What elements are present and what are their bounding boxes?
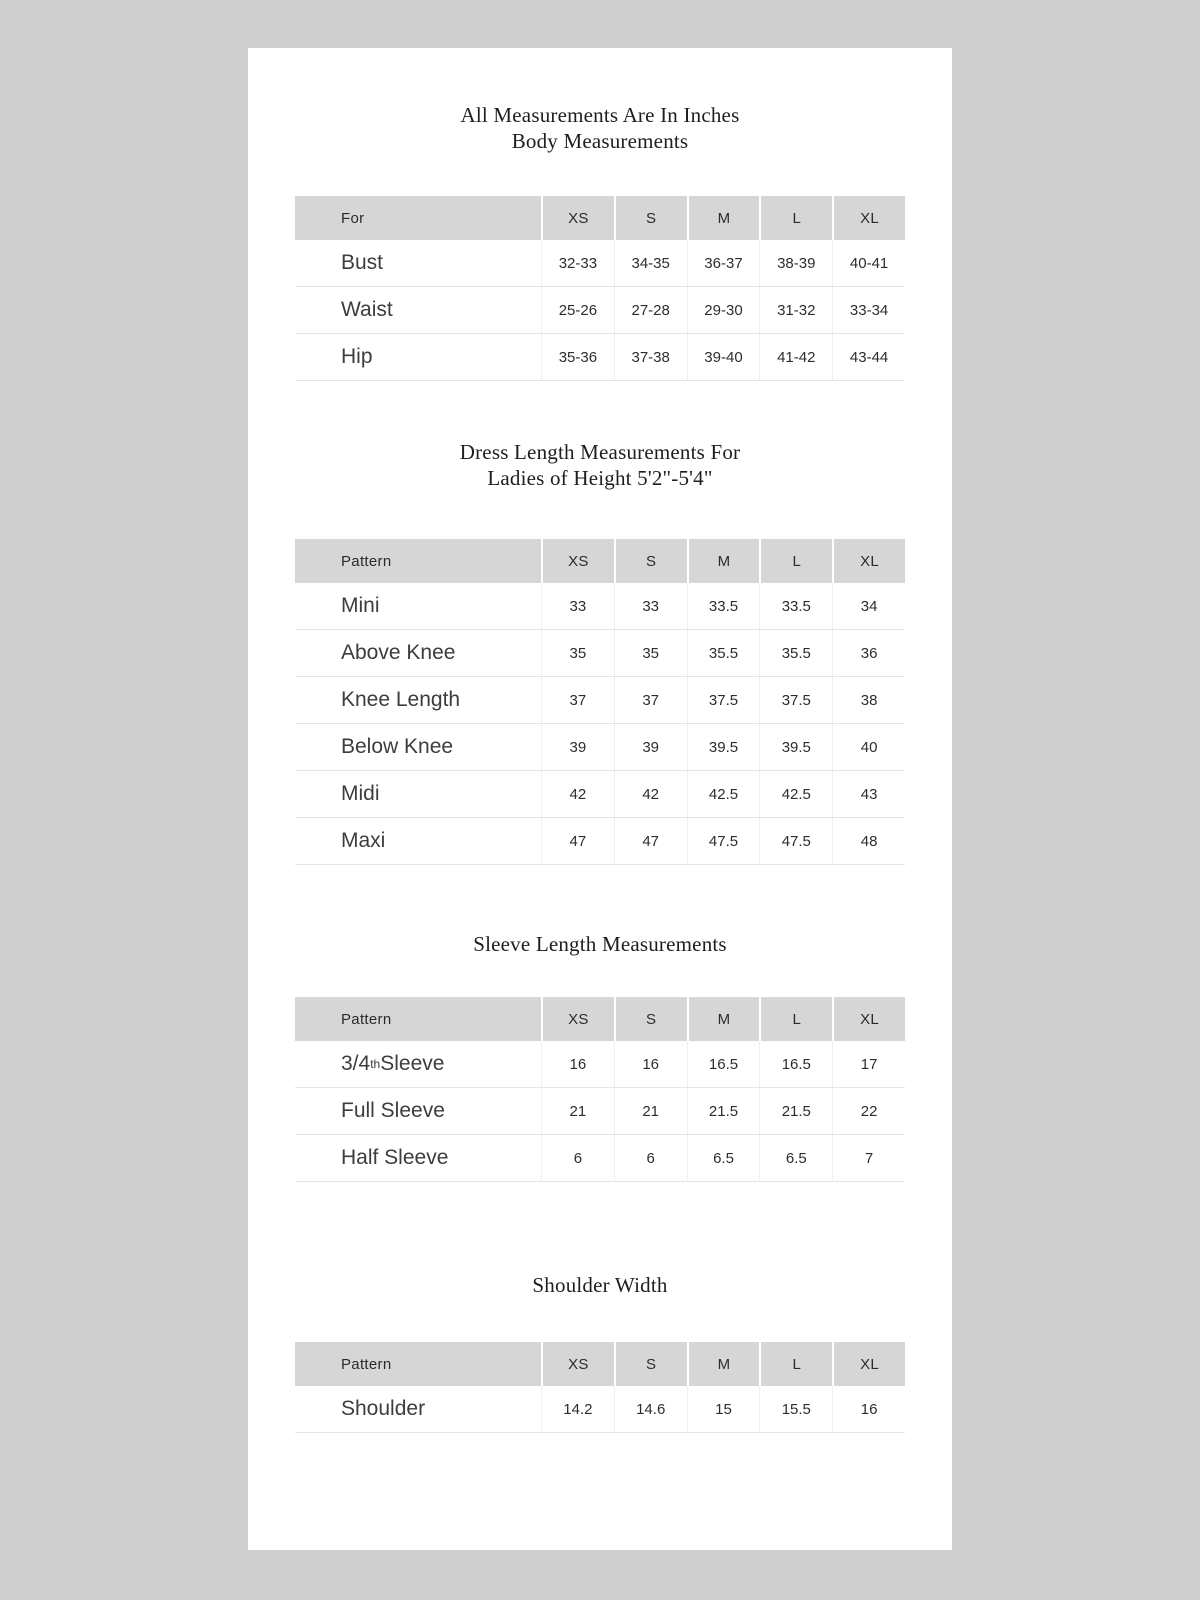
row-label: Hip <box>341 345 373 368</box>
table-row-half-sleeve <box>295 1135 905 1182</box>
value-cell: 33.5 <box>687 583 760 629</box>
section-heading-sleeve-length <box>295 931 905 957</box>
value-cell: 47 <box>541 818 614 864</box>
table-row-shoulder <box>295 1386 905 1433</box>
label-fragment: 3/4 <box>341 1052 371 1075</box>
row-label: Waist <box>341 298 393 321</box>
value-cell: 17 <box>832 1041 905 1087</box>
value-cell: 37 <box>614 677 687 723</box>
value-cell: 42.5 <box>687 771 760 817</box>
value-cell: 43 <box>832 771 905 817</box>
column-header-xl: XL <box>832 539 905 583</box>
value-cell: 14.2 <box>541 1386 614 1432</box>
value-cell: 39-40 <box>687 334 760 380</box>
value-cell: 22 <box>832 1088 905 1134</box>
value-cell: 35 <box>541 630 614 676</box>
value-cell: 39 <box>614 724 687 770</box>
value-cell: 42 <box>541 771 614 817</box>
value-cell: 32-33 <box>541 240 614 286</box>
value-cell: 47.5 <box>687 818 760 864</box>
row-label: Knee Length <box>341 688 461 711</box>
heading-line: Body Measurements <box>511 129 689 153</box>
shoulder-width-table <box>295 1342 905 1433</box>
value-cell: 38 <box>832 677 905 723</box>
value-cell: 38-39 <box>759 240 832 286</box>
table-header-row <box>295 997 905 1041</box>
table-row-above-knee <box>295 630 905 677</box>
value-cell: 16 <box>614 1041 687 1087</box>
value-cell: 16 <box>541 1041 614 1087</box>
value-cell: 16.5 <box>687 1041 760 1087</box>
column-header-s: S <box>614 1342 687 1386</box>
column-header-xl: XL <box>832 196 905 240</box>
value-cell: 40 <box>832 724 905 770</box>
value-cell: 40-41 <box>832 240 905 286</box>
heading-line: Ladies of Height 5'2"-5'4" <box>487 466 713 490</box>
value-cell: 41-42 <box>759 334 832 380</box>
value-cell: 21 <box>541 1088 614 1134</box>
table-row-knee-length <box>295 677 905 724</box>
value-cell: 7 <box>832 1135 905 1181</box>
row-label: Midi <box>341 782 380 805</box>
value-cell: 34-35 <box>614 240 687 286</box>
column-header-m: M <box>687 196 760 240</box>
column-header-s: S <box>614 539 687 583</box>
sleeve-length-table <box>295 997 905 1182</box>
heading-line: Dress Length Measurements For <box>459 440 741 464</box>
table-row-below-knee <box>295 724 905 771</box>
column-header-for: For <box>295 196 541 240</box>
value-cell: 21.5 <box>759 1088 832 1134</box>
row-label <box>295 1041 541 1087</box>
column-header-xs: XS <box>541 1342 614 1386</box>
section-heading-shoulder-width <box>295 1272 905 1298</box>
column-header-m: M <box>687 539 760 583</box>
value-cell: 27-28 <box>614 287 687 333</box>
column-header-m: M <box>687 997 760 1041</box>
table-row-hip <box>295 334 905 381</box>
value-cell: 39.5 <box>687 724 760 770</box>
table-row-three-quarter-sleeve <box>295 1041 905 1088</box>
heading-line: All Measurements Are In Inches <box>460 103 740 127</box>
value-cell: 34 <box>832 583 905 629</box>
table-row-mini <box>295 583 905 630</box>
table-header-row <box>295 196 905 240</box>
value-cell: 42 <box>614 771 687 817</box>
column-header-l: L <box>759 1342 832 1386</box>
value-cell: 37.5 <box>759 677 832 723</box>
value-cell: 6.5 <box>759 1135 832 1181</box>
value-cell: 35-36 <box>541 334 614 380</box>
section-heading-body-measurements <box>295 102 905 154</box>
table-row-bust <box>295 240 905 287</box>
value-cell: 35 <box>614 630 687 676</box>
dress-length-table <box>295 539 905 865</box>
label-ordinal-suffix: th <box>370 1057 381 1071</box>
value-cell: 37-38 <box>614 334 687 380</box>
value-cell: 16.5 <box>759 1041 832 1087</box>
row-label: Shoulder <box>341 1397 426 1420</box>
body-measurements-table <box>295 196 905 381</box>
value-cell: 43-44 <box>832 334 905 380</box>
value-cell: 39 <box>541 724 614 770</box>
value-cell: 6.5 <box>687 1135 760 1181</box>
column-header-l: L <box>759 196 832 240</box>
value-cell: 14.6 <box>614 1386 687 1432</box>
value-cell: 25-26 <box>541 287 614 333</box>
column-header-xl: XL <box>832 1342 905 1386</box>
column-header-pattern: Pattern <box>295 997 541 1041</box>
row-label: Full Sleeve <box>341 1099 445 1122</box>
value-cell: 15.5 <box>759 1386 832 1432</box>
table-row-waist <box>295 287 905 334</box>
column-header-xs: XS <box>541 539 614 583</box>
label-fragment: Sleeve <box>380 1052 445 1075</box>
row-label: Bust <box>341 251 384 274</box>
table-header-row <box>295 539 905 583</box>
value-cell: 48 <box>832 818 905 864</box>
value-cell: 47 <box>614 818 687 864</box>
value-cell: 16 <box>832 1386 905 1432</box>
column-header-m: M <box>687 1342 760 1386</box>
column-header-l: L <box>759 539 832 583</box>
value-cell: 33-34 <box>832 287 905 333</box>
row-label: Maxi <box>341 829 386 852</box>
value-cell: 33.5 <box>759 583 832 629</box>
row-label: Half Sleeve <box>341 1146 449 1169</box>
value-cell: 15 <box>687 1386 760 1432</box>
table-header-row <box>295 1342 905 1386</box>
value-cell: 6 <box>614 1135 687 1181</box>
column-header-s: S <box>614 196 687 240</box>
value-cell: 21 <box>614 1088 687 1134</box>
value-cell: 21.5 <box>687 1088 760 1134</box>
column-header-l: L <box>759 997 832 1041</box>
column-header-s: S <box>614 997 687 1041</box>
value-cell: 29-30 <box>687 287 760 333</box>
value-cell: 36-37 <box>687 240 760 286</box>
column-header-xs: XS <box>541 997 614 1041</box>
row-label: Mini <box>341 594 380 617</box>
column-header-xl: XL <box>832 997 905 1041</box>
value-cell: 47.5 <box>759 818 832 864</box>
value-cell: 33 <box>614 583 687 629</box>
column-header-pattern: Pattern <box>295 539 541 583</box>
value-cell: 31-32 <box>759 287 832 333</box>
section-heading-dress-length <box>295 439 905 491</box>
value-cell: 37 <box>541 677 614 723</box>
size-chart-card <box>248 48 952 1550</box>
value-cell: 37.5 <box>687 677 760 723</box>
heading-line: Sleeve Length Measurements <box>473 932 727 956</box>
heading-line: Shoulder Width <box>532 1273 668 1297</box>
column-header-xs: XS <box>541 196 614 240</box>
value-cell: 35.5 <box>687 630 760 676</box>
table-row-maxi <box>295 818 905 865</box>
row-label: Below Knee <box>341 735 454 758</box>
table-row-midi <box>295 771 905 818</box>
table-row-full-sleeve <box>295 1088 905 1135</box>
value-cell: 33 <box>541 583 614 629</box>
value-cell: 39.5 <box>759 724 832 770</box>
value-cell: 36 <box>832 630 905 676</box>
value-cell: 6 <box>541 1135 614 1181</box>
column-header-pattern: Pattern <box>295 1342 541 1386</box>
value-cell: 35.5 <box>759 630 832 676</box>
value-cell: 42.5 <box>759 771 832 817</box>
row-label: Above Knee <box>341 641 456 664</box>
